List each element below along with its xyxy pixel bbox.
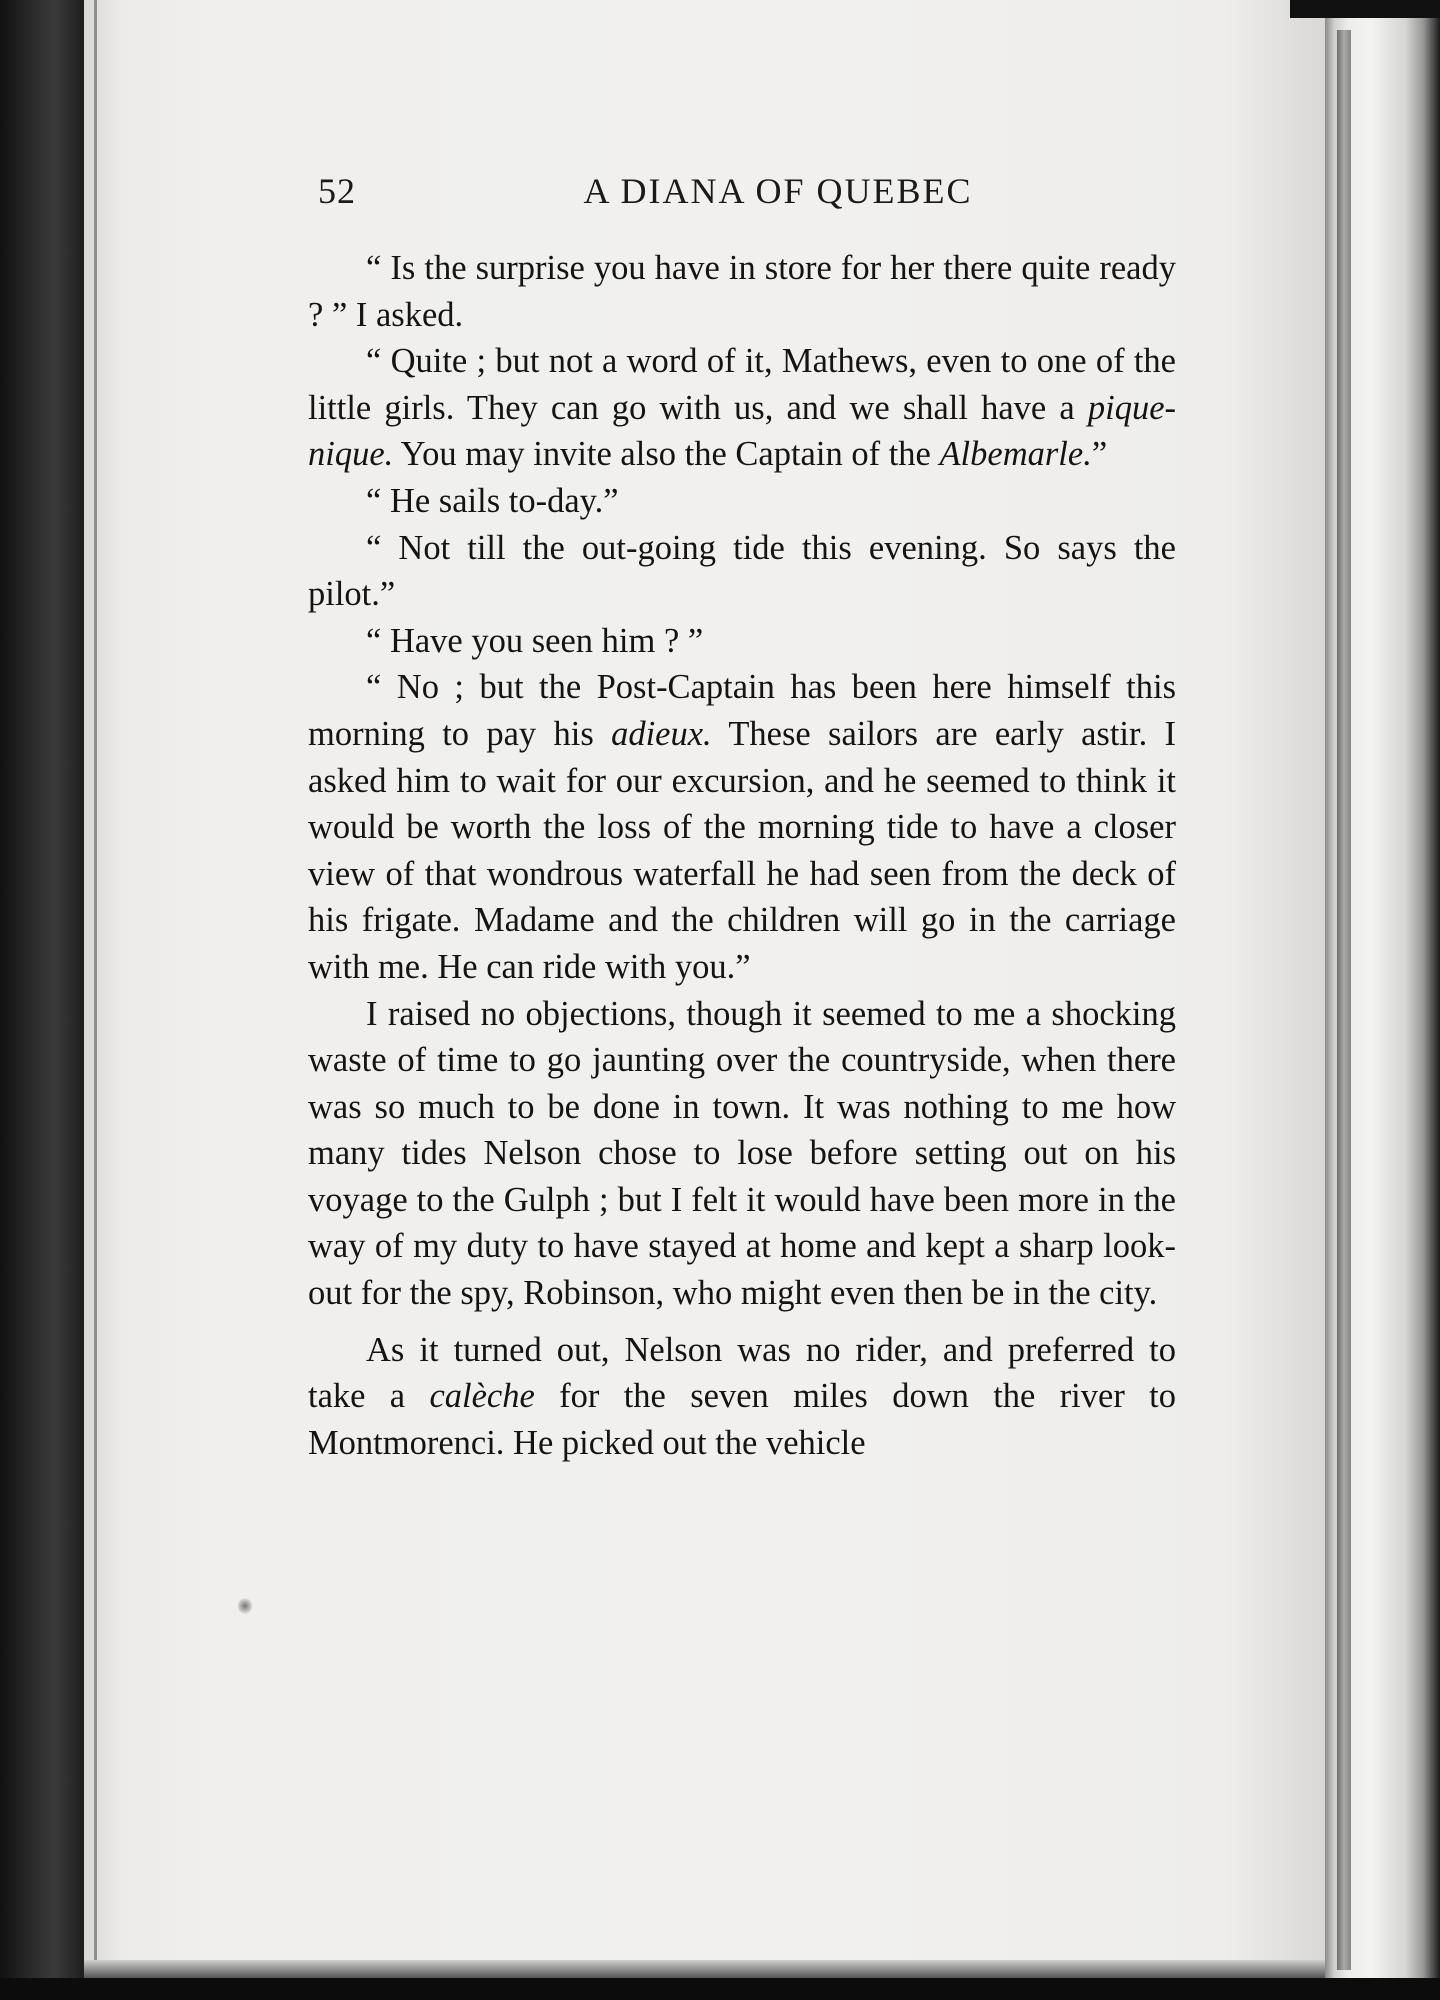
text-run: for the seven miles down the river to Montmorenci. He picked out the vehicle xyxy=(308,1377,1176,1462)
italic-text: Albemarle. xyxy=(939,435,1092,474)
running-title: A DIANA OF QUEBEC xyxy=(583,171,973,211)
paragraph xyxy=(308,525,1176,618)
paragraph xyxy=(308,991,1176,1317)
text-run: “ Is the surprise you have in store for her there quite ready ? ” I asked. xyxy=(308,249,1176,334)
paragraph xyxy=(308,478,1176,525)
book-cover-left xyxy=(0,0,90,2000)
text-run: “ Have you seen him ? ” xyxy=(366,621,704,660)
text-run: “ Not till the out-going tide this evening. So says the pilot.” xyxy=(308,528,1176,614)
binding-stripe xyxy=(1337,30,1351,1970)
paragraph xyxy=(308,245,1176,338)
paragraph xyxy=(308,338,1176,478)
bottom-shadow xyxy=(0,1978,1440,2000)
text-run: “ Quite ; but not a word of it, Mathews, even to one of the little girls. They can go with us, and we shall have a xyxy=(308,342,1176,427)
italic-text: calèche xyxy=(429,1377,535,1416)
paragraph xyxy=(308,1327,1176,1467)
body-text xyxy=(308,245,1176,1466)
text-run: ” xyxy=(1091,435,1108,474)
page-header xyxy=(318,170,1168,220)
top-shadow xyxy=(1290,0,1440,18)
text-run: I raised no objections, though it seemed to me a shocking waste of time to go jaunting over the countryside, when there was so much to be done in town. It was nothing to me how many tides Nelson chose to lose before setting out on his voyage to the Gulph ; but I felt it would have been more in the way of my duty to have stayed at home and kept a sharp look-out for the spy, Robinson, who might even then be in the city. xyxy=(308,994,1176,1313)
page-edges-right xyxy=(1325,0,1440,2000)
text-run: These sailors are early astir. I asked him to wait for our excursion, and he seemed to think it would be worth the loss of the morning tide to have a closer view of that wondrous waterfall he had seen from the deck of his frigate. Madame and the children will go in the carriage with me. He can ride with you.” xyxy=(308,714,1177,986)
italic-text: pique-nique. xyxy=(308,388,1176,474)
italic-text: adieux. xyxy=(611,714,712,753)
text-run: “ No ; but the Post-Captain has been here himself this morning to pay his xyxy=(308,668,1176,753)
page-number: 52 xyxy=(318,171,356,211)
text-run: “ He sails to-day.” xyxy=(366,481,619,520)
paragraph xyxy=(308,618,1176,665)
paragraph xyxy=(308,664,1176,990)
text-run: As it turned out, Nelson was no rider, and preferred to take a xyxy=(308,1330,1176,1416)
ink-smudge xyxy=(238,1598,252,1614)
text-run: You may invite also the Captain of the xyxy=(393,435,940,474)
